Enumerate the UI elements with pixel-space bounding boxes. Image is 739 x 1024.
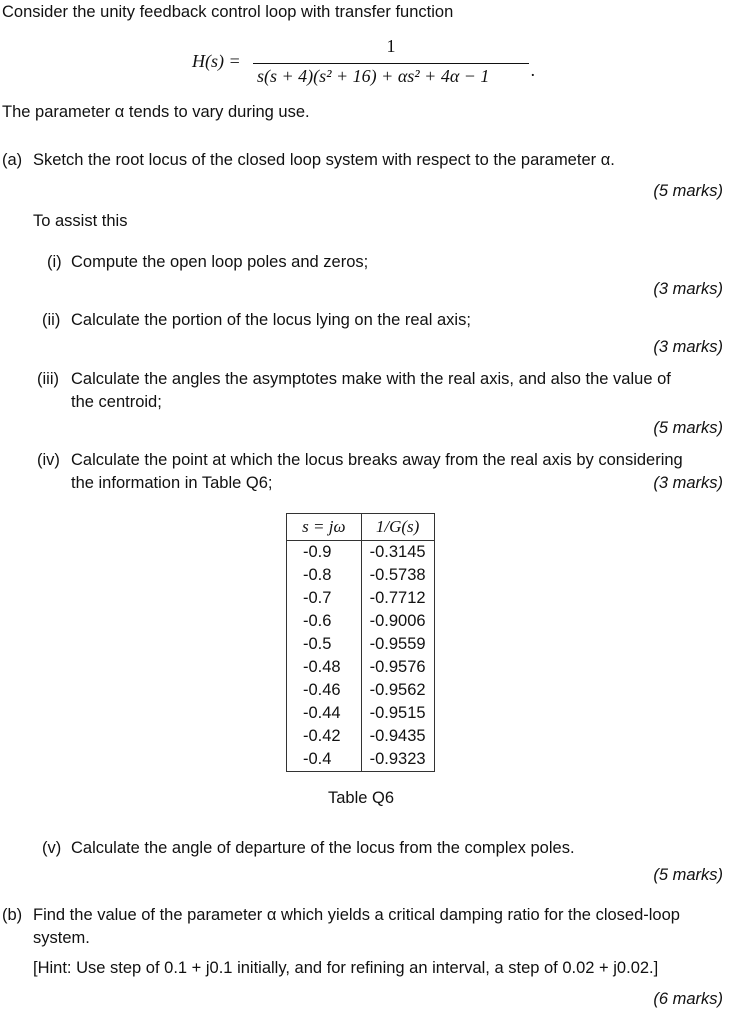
table-cell-s: -0.8 xyxy=(287,564,362,587)
part-b-hint: [Hint: Use step of 0.1 + j0.1 initially, and for refining an interval, a step of 0.02 + j0.02.] xyxy=(33,959,659,977)
subpart-ii-marks: (3 marks) xyxy=(653,338,723,356)
table-cell-s: -0.4 xyxy=(287,748,362,772)
equation-period: . xyxy=(531,60,536,80)
table-row xyxy=(287,656,435,679)
table-cell-s: -0.48 xyxy=(287,656,362,679)
subpart-v-label: (v) xyxy=(42,839,62,857)
table-cell-g: -0.3145 xyxy=(361,541,434,565)
subpart-iii-marks: (5 marks) xyxy=(653,419,723,437)
intro-text: Consider the unity feedback control loop with transfer function xyxy=(2,3,454,21)
part-b-line1: Find the value of the parameter α which yields a critical damping ratio for the closed-loop xyxy=(33,906,680,924)
subpart-i-text: Compute the open loop poles and zeros; xyxy=(71,253,369,271)
table-row xyxy=(287,541,435,565)
table-cell-g: -0.9559 xyxy=(361,633,434,656)
equation-numerator: 1 xyxy=(386,36,396,56)
table-row xyxy=(287,610,435,633)
table-body xyxy=(287,541,435,772)
table-row xyxy=(287,748,435,772)
table-cell-s: -0.44 xyxy=(287,702,362,725)
table-cell-g: -0.9576 xyxy=(361,656,434,679)
equation-denominator: s(s + 4)(s² + 16) + αs² + 4α − 1 xyxy=(257,66,490,86)
equation-lhs: H(s) = xyxy=(192,51,241,71)
table-cell-g: -0.7712 xyxy=(361,587,434,610)
subpart-iv-line1: Calculate the point at which the locus breaks away from the real axis by considering xyxy=(71,451,683,469)
subpart-i-marks: (3 marks) xyxy=(653,280,723,298)
subpart-iv-label: (iv) xyxy=(37,451,60,469)
subpart-i-label: (i) xyxy=(47,253,62,271)
table-header-s: s = jω xyxy=(287,514,362,541)
subpart-v-text: Calculate the angle of departure of the locus from the complex poles. xyxy=(71,839,575,857)
parameter-text: The parameter α tends to vary during use. xyxy=(2,103,310,121)
table-cell-s: -0.42 xyxy=(287,725,362,748)
table-cell-s: -0.9 xyxy=(287,541,362,565)
part-a-marks: (5 marks) xyxy=(653,182,723,200)
subpart-iv-line2: the information in Table Q6; xyxy=(71,474,273,492)
table-row xyxy=(287,633,435,656)
table-cell-g: -0.9006 xyxy=(361,610,434,633)
subpart-ii-text: Calculate the portion of the locus lying on the real axis; xyxy=(71,311,471,329)
table-cell-g: -0.9515 xyxy=(361,702,434,725)
fraction-bar xyxy=(253,63,529,64)
assist-text: To assist this xyxy=(33,212,128,230)
table-row xyxy=(287,725,435,748)
table-caption: Table Q6 xyxy=(328,789,395,807)
table-header-g: 1/G(s) xyxy=(361,514,434,541)
table-cell-g: -0.5738 xyxy=(361,564,434,587)
subpart-iii-line2: the centroid; xyxy=(71,393,162,411)
subpart-iii-label: (iii) xyxy=(37,370,59,388)
table-q6 xyxy=(286,513,435,772)
part-a-text: Sketch the root locus of the closed loop system with respect to the parameter α. xyxy=(33,151,615,169)
part-b-label: (b) xyxy=(2,906,23,924)
subpart-ii-label: (ii) xyxy=(42,311,61,329)
subpart-iv-marks: (3 marks) xyxy=(653,474,723,492)
table-row xyxy=(287,702,435,725)
table-cell-g: -0.9435 xyxy=(361,725,434,748)
subpart-v-marks: (5 marks) xyxy=(653,866,723,884)
table-row xyxy=(287,679,435,702)
table-cell-g: -0.9562 xyxy=(361,679,434,702)
table-cell-s: -0.6 xyxy=(287,610,362,633)
part-b-marks: (6 marks) xyxy=(653,990,723,1008)
table-cell-s: -0.46 xyxy=(287,679,362,702)
table-row xyxy=(287,587,435,610)
table-cell-s: -0.5 xyxy=(287,633,362,656)
part-b-line2: system. xyxy=(33,929,90,947)
subpart-iii-line1: Calculate the angles the asymptotes make with the real axis, and also the value of xyxy=(71,370,671,388)
table-cell-g: -0.9323 xyxy=(361,748,434,772)
part-a-label: (a) xyxy=(2,151,23,169)
table-row xyxy=(287,564,435,587)
table-cell-s: -0.7 xyxy=(287,587,362,610)
